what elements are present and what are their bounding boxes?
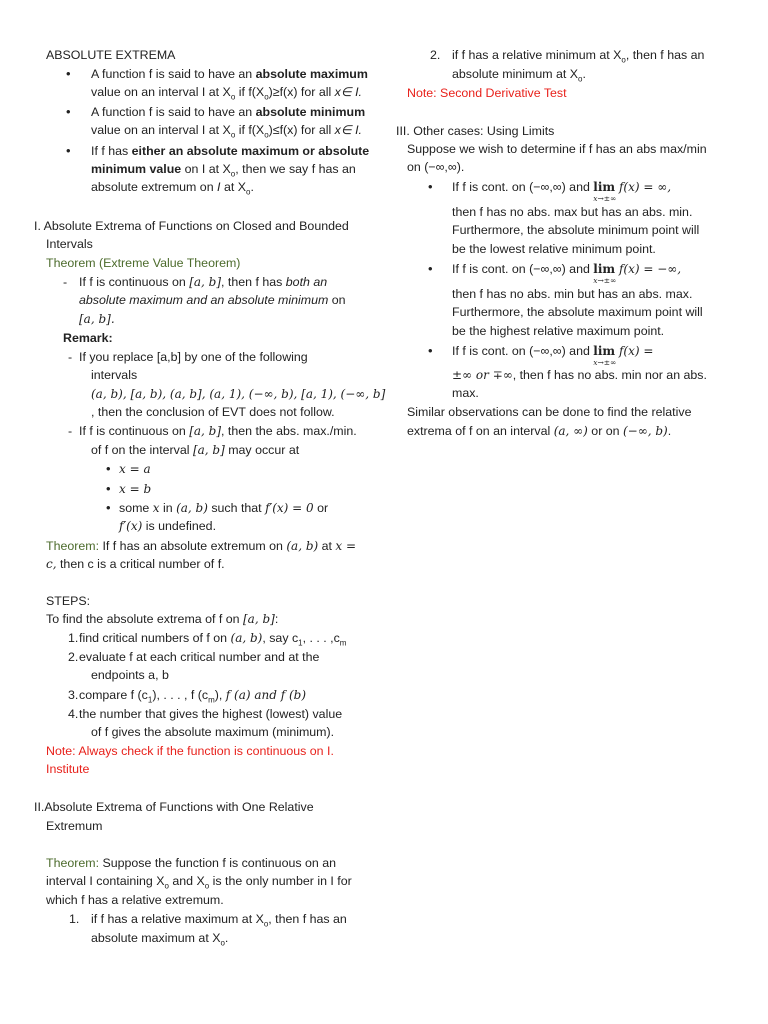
- abs-extremum-definition: If f has either an absolute maximum or absolute: [91, 144, 370, 158]
- relative-min-item-line2: absolute minimum at $X_o$.: [452, 67, 586, 84]
- abs-max-definition: A function f is said to have an absolute maximum: [91, 67, 368, 81]
- lim-symbol: lim x→±∞: [593, 180, 617, 203]
- limit-case-1-line4: be the lowest relative minimum point.: [452, 242, 656, 256]
- dash: -: [68, 350, 73, 364]
- bullet: •: [428, 261, 433, 276]
- section-1-title: I. Absolute Extrema of Functions on Closed and Bounded: [34, 219, 349, 233]
- second-derivative-note: Note: Second Derivative Test: [407, 86, 567, 100]
- step-2-line2: endpoints a, b: [91, 668, 169, 682]
- step-1: find critical numbers of f on (a, b), say $c_1$, . . . $,c_m$: [79, 631, 347, 648]
- critical-number-theorem: Theorem: If f has an absolute extremum on (a, b) at x =: [46, 539, 357, 553]
- sub-bullet-3-line2: f′(x) is undefined.: [119, 519, 217, 533]
- bullet: •: [106, 461, 111, 476]
- remark-label: Remark:: [63, 331, 113, 345]
- bullet: •: [106, 481, 111, 496]
- section-2-title: II.Absolute Extrema of Functions with One Relative: [34, 800, 314, 814]
- limit-case-1: If f is cont. on (−∞,∞) and lim x→±∞ f(x) = ∞,: [452, 180, 672, 203]
- bullet: •: [66, 104, 71, 119]
- section-3-intro: Suppose we wish to determine if f has an abs max/min: [407, 142, 707, 156]
- bullet: •: [428, 179, 433, 194]
- limit-case-2-line2: then f has no abs. min but has an abs. max.: [452, 287, 693, 301]
- abs-max-definition-line2: value on an interval I at $X_o$ if $f(X_o)\ge f(x)$ for all x∈ I.: [91, 85, 362, 102]
- abs-extremum-definition-line2: minimum value on I at $X_o$, then we say f has an: [91, 162, 356, 179]
- similar-observations-line2: extrema of f on an interval (a, ∞) or on (−∞, b).: [407, 424, 672, 438]
- step-number: 4.: [68, 707, 79, 721]
- remark-1: If you replace [a,b] by one of the following: [79, 350, 308, 364]
- limit-case-2: If f is cont. on (−∞,∞) and lim x→±∞ f(x) = −∞,: [452, 262, 682, 285]
- dash: -: [63, 275, 68, 289]
- section-3-intro-line2: on (−∞,∞).: [407, 160, 465, 174]
- evt-theorem-title: Theorem (Extreme Value Theorem): [46, 256, 241, 270]
- bullet: •: [106, 500, 111, 515]
- sub-bullet-1: x = a: [119, 462, 151, 476]
- evt-statement: If f is continuous on [a, b], then f has both an: [79, 275, 328, 289]
- limit-case-3: If f is cont. on (−∞,∞) and lim x→±∞ f(x) =: [452, 344, 654, 367]
- sub-bullet-3: some x in (a, b) such that f′(x) = 0 or: [119, 501, 329, 515]
- steps-label: STEPS:: [46, 594, 91, 608]
- bullet: •: [428, 343, 433, 358]
- similar-observations: Similar observations can be done to find the relative: [407, 405, 692, 419]
- dash: -: [68, 424, 73, 438]
- sub-bullet-2: x = b: [119, 482, 152, 496]
- item-number: 2.: [430, 48, 441, 62]
- lim-symbol: lim x→±∞: [593, 262, 617, 285]
- remark-1-intervals: (a, b), [a, b), (a, b], (a, 1), (−∞, b), [a, 1), (−∞, b]: [91, 387, 386, 401]
- relative-min-item: if f has a relative minimum at $X_o$, then f has an: [452, 48, 705, 65]
- steps-intro: To find the absolute extrema of f on [a, b]:: [46, 612, 279, 626]
- step-4-line2: of f gives the absolute maximum (minimum).: [91, 725, 335, 739]
- one-extremum-theorem-line3: which f has a relative extremum.: [46, 893, 224, 907]
- bullet: •: [66, 143, 71, 158]
- limit-case-2-line3: Furthermore, the absolute maximum point will: [452, 305, 703, 319]
- step-2: evaluate f at each critical number and at the: [79, 650, 320, 664]
- critical-number-theorem-line2: c, then c is a critical number of f.: [46, 557, 225, 571]
- relative-max-item: if f has a relative maximum at $X_o$, then f has an: [91, 912, 347, 929]
- section-1-title-line2: Intervals: [46, 237, 93, 251]
- page-heading: ABSOLUTE EXTREMA: [46, 48, 176, 62]
- step-3: compare f $(c_1)$, . . . , f $(c_m)$, f (a) and f (b): [79, 688, 307, 705]
- institute-note: Institute: [46, 762, 90, 776]
- abs-min-definition-line2: value on an interval I at $X_o$ if $f(X_o)\le f(x)$ for all x∈ I.: [91, 123, 362, 140]
- limit-case-1-line2: then f has no abs. max but has an abs. min.: [452, 205, 693, 219]
- limit-case-3-line3: max.: [452, 386, 479, 400]
- section-3-title: III. Other cases: Using Limits: [396, 124, 555, 138]
- lim-symbol: lim x→±∞: [593, 344, 617, 367]
- one-extremum-theorem-line2: interval I containing $X_o$ and $X_o$ is the only number in I for: [46, 874, 352, 891]
- section-2-title-line2: Extremum: [46, 819, 103, 833]
- step-4: the number that gives the highest (lowest) value: [79, 707, 343, 721]
- abs-extremum-definition-line3: absolute extremum on I at $X_o$.: [91, 180, 254, 197]
- evt-statement-line2: absolute maximum and an absolute minimum on: [79, 293, 346, 307]
- limit-case-1-line3: Furthermore, the absolute minimum point will: [452, 223, 700, 237]
- remark-2: If f is continuous on [a, b], then the abs. max./min.: [79, 424, 357, 438]
- step-number: 3.: [68, 688, 79, 702]
- remark-1-line2: intervals: [91, 368, 138, 382]
- remark-2-line2: of f on the interval [a, b] may occur at: [91, 443, 300, 457]
- remark-1-line4: , then the conclusion of EVT does not follow.: [91, 405, 335, 419]
- step-number: 2.: [68, 650, 79, 664]
- step-number: 1.: [68, 631, 79, 645]
- bullet: •: [66, 66, 71, 81]
- limit-case-3-line2: ±∞ or ∓∞, then f has no abs. min nor an abs.: [452, 368, 707, 382]
- continuity-note: Note: Always check if the function is continuous on I.: [46, 744, 334, 758]
- limit-case-2-line4: be the highest relative maximum point.: [452, 324, 665, 338]
- abs-min-definition: A function f is said to have an absolute minimum: [91, 105, 366, 119]
- evt-statement-line3: [a, b].: [79, 312, 115, 326]
- one-extremum-theorem: Theorem: Suppose the function f is continuous on an: [46, 856, 336, 870]
- item-number: 1.: [69, 912, 80, 926]
- relative-max-item-line2: absolute maximum at $X_o$.: [91, 931, 229, 948]
